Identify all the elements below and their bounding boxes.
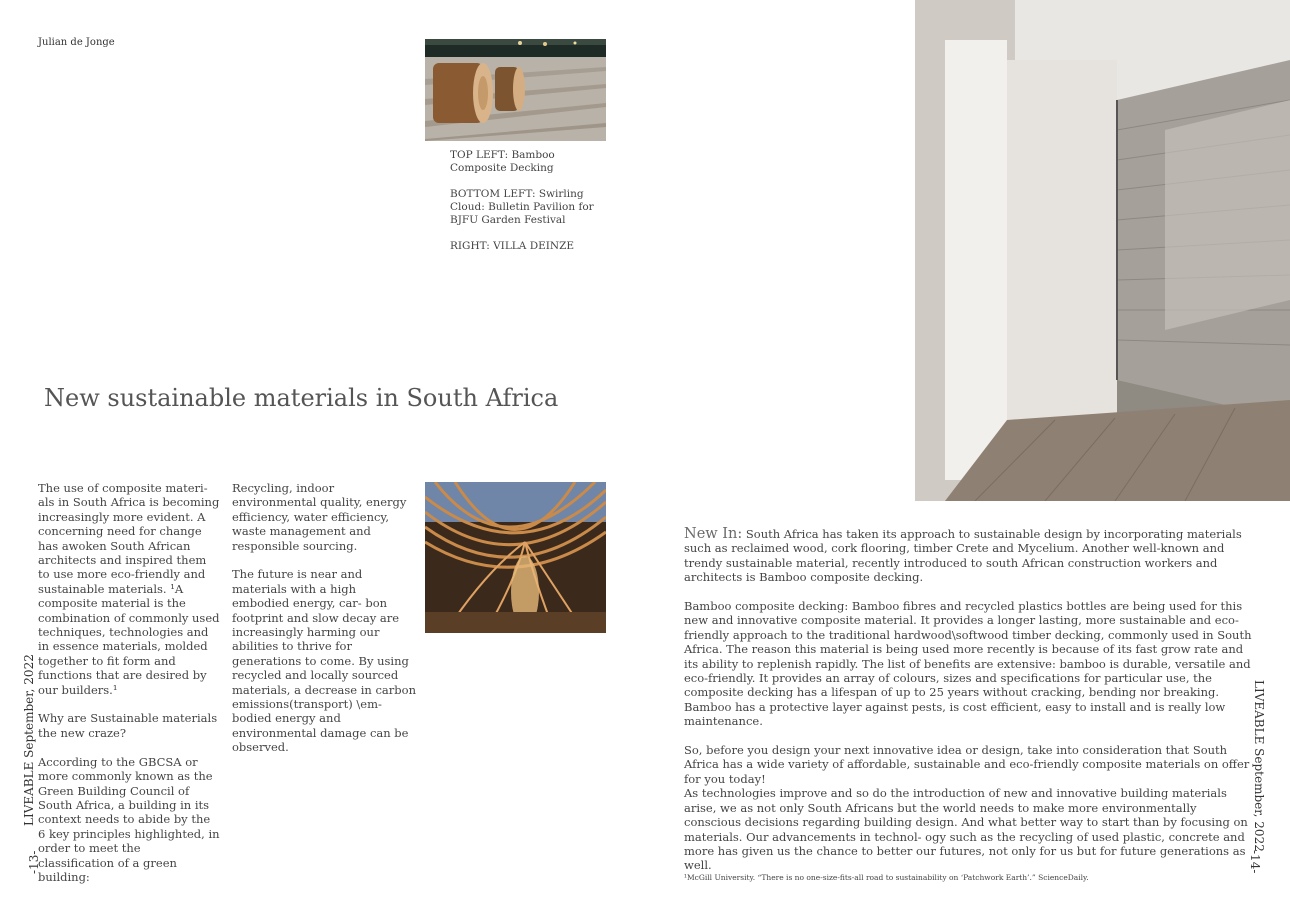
running-footer-right: LIVEABLE September, 2022: [1252, 680, 1266, 852]
principles-paragraph: Recycling, indoor environmental quality, energy efficiency, water efficiency, waste management and responsible sourcing.: [232, 481, 407, 553]
left-column-1: [38, 481, 220, 899]
swirling-cloud-pavilion-photo: [425, 482, 606, 633]
caption-bottom-left-line1: BOTTOM LEFT: Swirling Cloud: Bulletin Pavilion for: [450, 188, 594, 213]
bamboo-decking-photo: [425, 39, 606, 141]
future-paragraph: The future is near and materials with a high embodied energy, car- bon footprint and slow decay are increasingly harming our abilities to thrive for generations to come. By using recycled and locally sourced materials, a decrease in carbon emissions(transport) \em- bodied energy and environmental damage can be observed.: [232, 567, 416, 755]
page-number-left: -13-: [27, 850, 41, 874]
conclusion-paragraph: [684, 743, 1252, 873]
left-column-2: [232, 481, 416, 769]
new-in-label: New In:: [684, 526, 743, 542]
article-headline: New sustainable materials in South Africa: [44, 384, 559, 412]
subheading-question: Why are Sustainable materials the new craze?: [38, 711, 218, 740]
author-name: Julian de Jonge: [38, 37, 115, 48]
conclusion-text-1: So, before you design your next innovative idea or design, take into consideration that South Africa has a wide variety of affordable, sustainable and eco-friendly composite materials on offer for you today!: [684, 743, 1250, 786]
caption-bottom-left-line2: BJFU Garden Festival: [450, 214, 566, 226]
conclusion-text-2: As technologies improve and so do the introduction of new and innovative building materials arise, we as not only South Africans but the world needs to make more environmentally conscious decisions regarding building design. And what better way to start than by focusing on materials. Our advancements in technol- ogy such as the recycling of used plastic, concrete and more has given us the chance to better our futures, not only for us but for future generations as well.: [684, 786, 1248, 873]
right-page-body: [684, 527, 1252, 887]
new-in-text: South Africa has taken its approach to sustainable design by incorporating materials such as reclaimed wood, cork flooring, timber Crete and Mycelium. Another well-known and trendy sustainable material, recently introduced to south African construction workers and architects is Bamboo composite decking.: [684, 527, 1242, 585]
caption-bottom-left: [450, 188, 610, 227]
photo-captions: [450, 149, 610, 266]
gbcsa-paragraph: According to the GBCSA or more commonly known as the Green Building Council of South Africa, a building in its context needs to abide by the 6 key principles highlighted, in order to meet the classification of a green building:: [38, 754, 220, 884]
new-in-paragraph: [684, 527, 1252, 585]
caption-right: RIGHT: VILLA DEINZE: [450, 240, 575, 252]
page-number-right: -14-: [1248, 850, 1262, 874]
intro-paragraph: The use of composite materi- als in South Africa is becoming increasingly more evident. A concerning need for change has awoken South African architects and inspired them to use more eco-friendly and sustainable materials. ¹A composite material is the combination of commonly used techniques, technologies and in essence materials, molded together to fit form and functions that are desired by our builders.¹: [38, 481, 220, 697]
running-footer-left: LIVEABLE September, 2022: [22, 654, 36, 826]
caption-top-left: TOP LEFT: Bamboo Composite Decking: [450, 149, 555, 174]
villa-deinze-photo: [915, 0, 1290, 501]
footnote: ¹McGill University. “There is no one-size-fits-all road to sustainability on ‘Patchwork Earth’.” ScienceDaily.: [684, 873, 1089, 882]
bamboo-decking-paragraph: Bamboo composite decking: Bamboo fibres and recycled plastics bottles are being used for this new and innovative composite material. It provides a longer lasting, more sustainable and eco-friendly approach to the traditional hardwood\softwood timber decking, commonly used in South Africa. The reason this material is being used more recently is because of its fast grow rate and its ability to replenish rapidly. The list of benefits are extensive: bamboo is durable, versatile and eco-friendly. It provides an array of colours, sizes and specifications for particular use, the composite decking has a lifespan of up to 25 years without cracking, bending nor breaking. Bamboo has a protective layer against pests, is cost efficient, easy to install and is really low maintenance.: [684, 599, 1252, 729]
